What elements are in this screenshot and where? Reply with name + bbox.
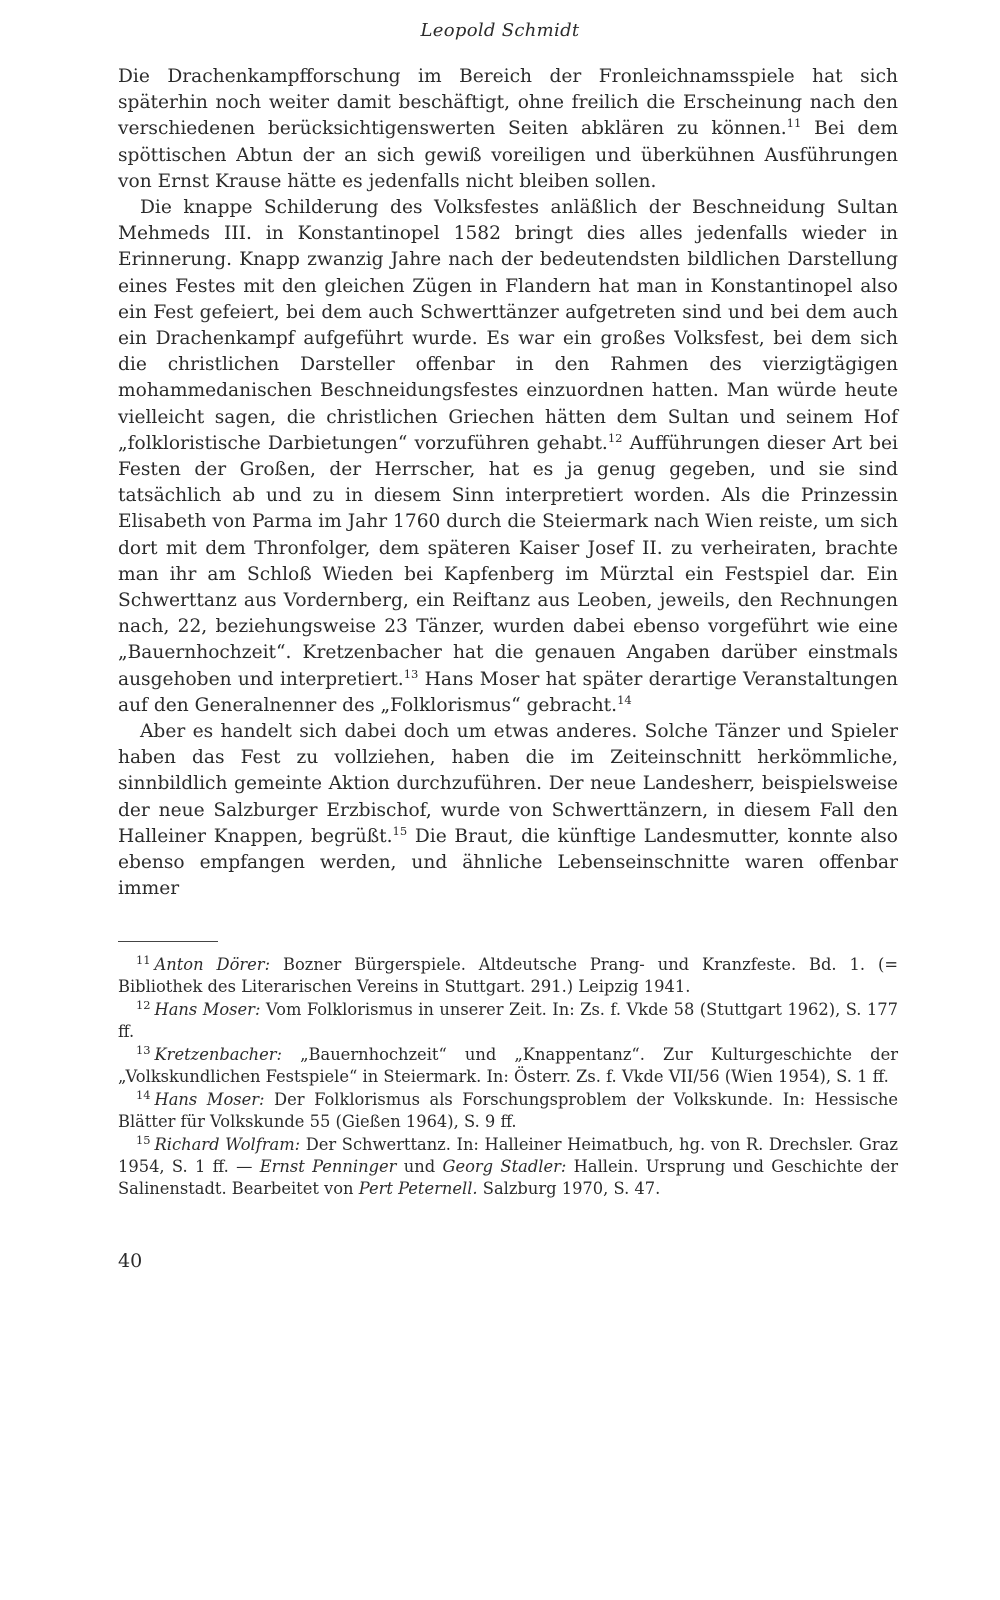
text-run: Aber es handelt sich dabei doch um etwas anderes. Solche Tänzer und Spieler haben das Fest zu vollziehen, haben die im Zeiteinschnitt herkömmliche, sinnbildlich gemeinte Aktion durchzuführen. Der neue Landesherr, beispielsweise der neue Salzburger Erzbischof, wurde von Schwerttänzern, in diesem Fall den Halleiner Knappen, begrüßt. xyxy=(118,721,898,847)
footnote-text: Salzburg 1970, S. 47. xyxy=(477,1179,661,1198)
text-run: Hans Moser hat später derartige Veranstaltungen auf den Generalnenner des „Folklorismus“ gebracht. xyxy=(118,668,898,716)
footnote xyxy=(118,1089,898,1133)
footnote-number: 11 xyxy=(136,952,151,967)
footnote-separator xyxy=(118,941,218,942)
text-run: Die knappe Schilderung des Volksfestes anläßlich der Beschneidung Sultan Mehmeds III. in Konstantinopel 1582 bringt dies alles jedenfalls wieder in Erinnerung. Knapp zwanzig Jahre nach der bedeutendsten bildlichen Darstellung eines Festes mit den gleichen Zügen in Flandern hat man in Konstantinopel also ein Fest gefeiert, bei dem auch Schwerttänzer aufgetreten sind und bei dem auch ein Drachenkampf aufgeführt wurde. Es war ein großes Volksfest, bei dem sich die christlichen Darsteller offenbar in den Rahmen des vierzigtägigen mohammedanischen Beschneidungsfestes einzuordnen hatten. Man würde heute vielleicht sagen, die christlichen Griechen hätten dem Sultan und seinem Hof „folkloristische Darbietungen“ vorzuführen gehabt. xyxy=(118,197,898,454)
footnote-text: Vom Folklorismus in unserer Zeit. In: Zs. f. Vkde 58 (Stuttgart 1962), S. 177 ff. xyxy=(118,1000,899,1041)
footnote-text: Bozner Bürgerspiele. Altdeutsche Prang- und Kranzfeste. Bd. 1. (= Bibliothek des Literarischen Vereins in Stuttgart. 291.) Leipzig 1941. xyxy=(118,955,898,996)
footnote-number: 15 xyxy=(136,1132,151,1147)
footnote-ref: 15 xyxy=(392,823,408,838)
footnote-text: Hallein. Ursprung und Geschichte der Salinenstadt. Bearbeitet von xyxy=(118,1157,899,1198)
footnote-author: Anton Dörer: xyxy=(154,955,271,974)
footnotes xyxy=(118,954,898,1201)
footnote-number: 12 xyxy=(136,997,151,1012)
footnote xyxy=(118,999,898,1043)
footnote-author: Richard Wolfram: xyxy=(154,1135,301,1154)
footnote xyxy=(118,1044,898,1088)
text-run: Die Braut, die künftige Landesmutter, konnte also ebenso empfangen werden, und ähnliche Lebenseinschnitte waren offenbar immer xyxy=(118,825,899,900)
footnote-number: 13 xyxy=(136,1042,151,1057)
text-run: Bei dem spöttischen Abtun der an sich gewiß voreiligen und überkühnen Ausführungen von Ernst Krause hätte es jedenfalls nicht bleiben sollen. xyxy=(118,118,898,192)
paragraph xyxy=(118,719,898,902)
footnote-ref: 12 xyxy=(607,430,623,445)
paragraph xyxy=(118,195,898,719)
footnote-text: und xyxy=(396,1157,443,1176)
footnote-author: Georg Stadler: xyxy=(442,1157,567,1176)
footnote-number: 14 xyxy=(136,1087,151,1102)
running-header: Leopold Schmidt xyxy=(420,20,580,41)
footnote-text: Der Schwerttanz. In: Halleiner Heimatbuch, hg. von R. Drechsler. Graz 1954, S. 1 ff. — xyxy=(118,1135,898,1176)
footnote xyxy=(118,1134,898,1200)
footnote-author: Kretzenbacher: xyxy=(154,1045,282,1064)
footnote-ref: 13 xyxy=(403,666,419,681)
page-number: 40 xyxy=(118,1250,143,1272)
body-text xyxy=(118,64,898,903)
footnote-ref: 11 xyxy=(786,116,802,131)
text-run: Die Drachenkampfforschung im Bereich der Fronleichnamsspiele hat sich späterhin noch weiter damit beschäftigt, ohne freilich die Erscheinung nach den verschiedenen berücksichtigenswerten Seiten abklären zu können. xyxy=(118,66,898,140)
footnote-author: Ernst Penninger xyxy=(259,1157,397,1176)
footnote-ref: 14 xyxy=(617,692,632,707)
footnote-author: Hans Moser: xyxy=(154,1000,261,1019)
footnote-text: Der Folklorismus als Forschungsproblem der Volkskunde. In: Hessische Blätter für Volkskunde 55 (Gießen 1964), S. 9 ff. xyxy=(118,1090,898,1131)
footnote xyxy=(118,954,898,998)
paragraph xyxy=(118,64,898,195)
footnote-author: Hans Moser: xyxy=(154,1090,265,1109)
text-run: Aufführungen dieser Art bei Festen der Großen, der Herrscher, hat es ja genug gegeben, und sie sind tatsächlich ab und zu in diesem Sinn interpretiert worden. Als die Prinzessin Elisabeth von Parma im Jahr 1760 durch die Steiermark nach Wien reiste, um sich dort mit dem Thronfolger, dem späteren Kaiser Josef II. zu verheiraten, brachte man ihr am Schloß Wieden bei Kapfenberg im Mürztal ein Festspiel dar. Ein Schwerttanz aus Vordernberg, ein Reiftanz aus Leoben, jeweils, den Rechnungen nach, 22, beziehungsweise 23 Tänzer, wurden dabei ebenso vorgeführt wie eine „Bauernhochzeit“. Kretzenbacher hat die genauen Angaben darüber einstmals ausgehoben und interpretiert. xyxy=(118,432,898,690)
footnote-text: „Bauernhochzeit“ und „Knappentanz“. Zur Kulturgeschichte der „Volkskundlichen Festspiele“ in Steiermark. In: Österr. Zs. f. Vkde VII/56 (Wien 1954), S. 1 ff. xyxy=(118,1045,898,1086)
footnote-author: Pert Peternell. xyxy=(358,1179,478,1198)
